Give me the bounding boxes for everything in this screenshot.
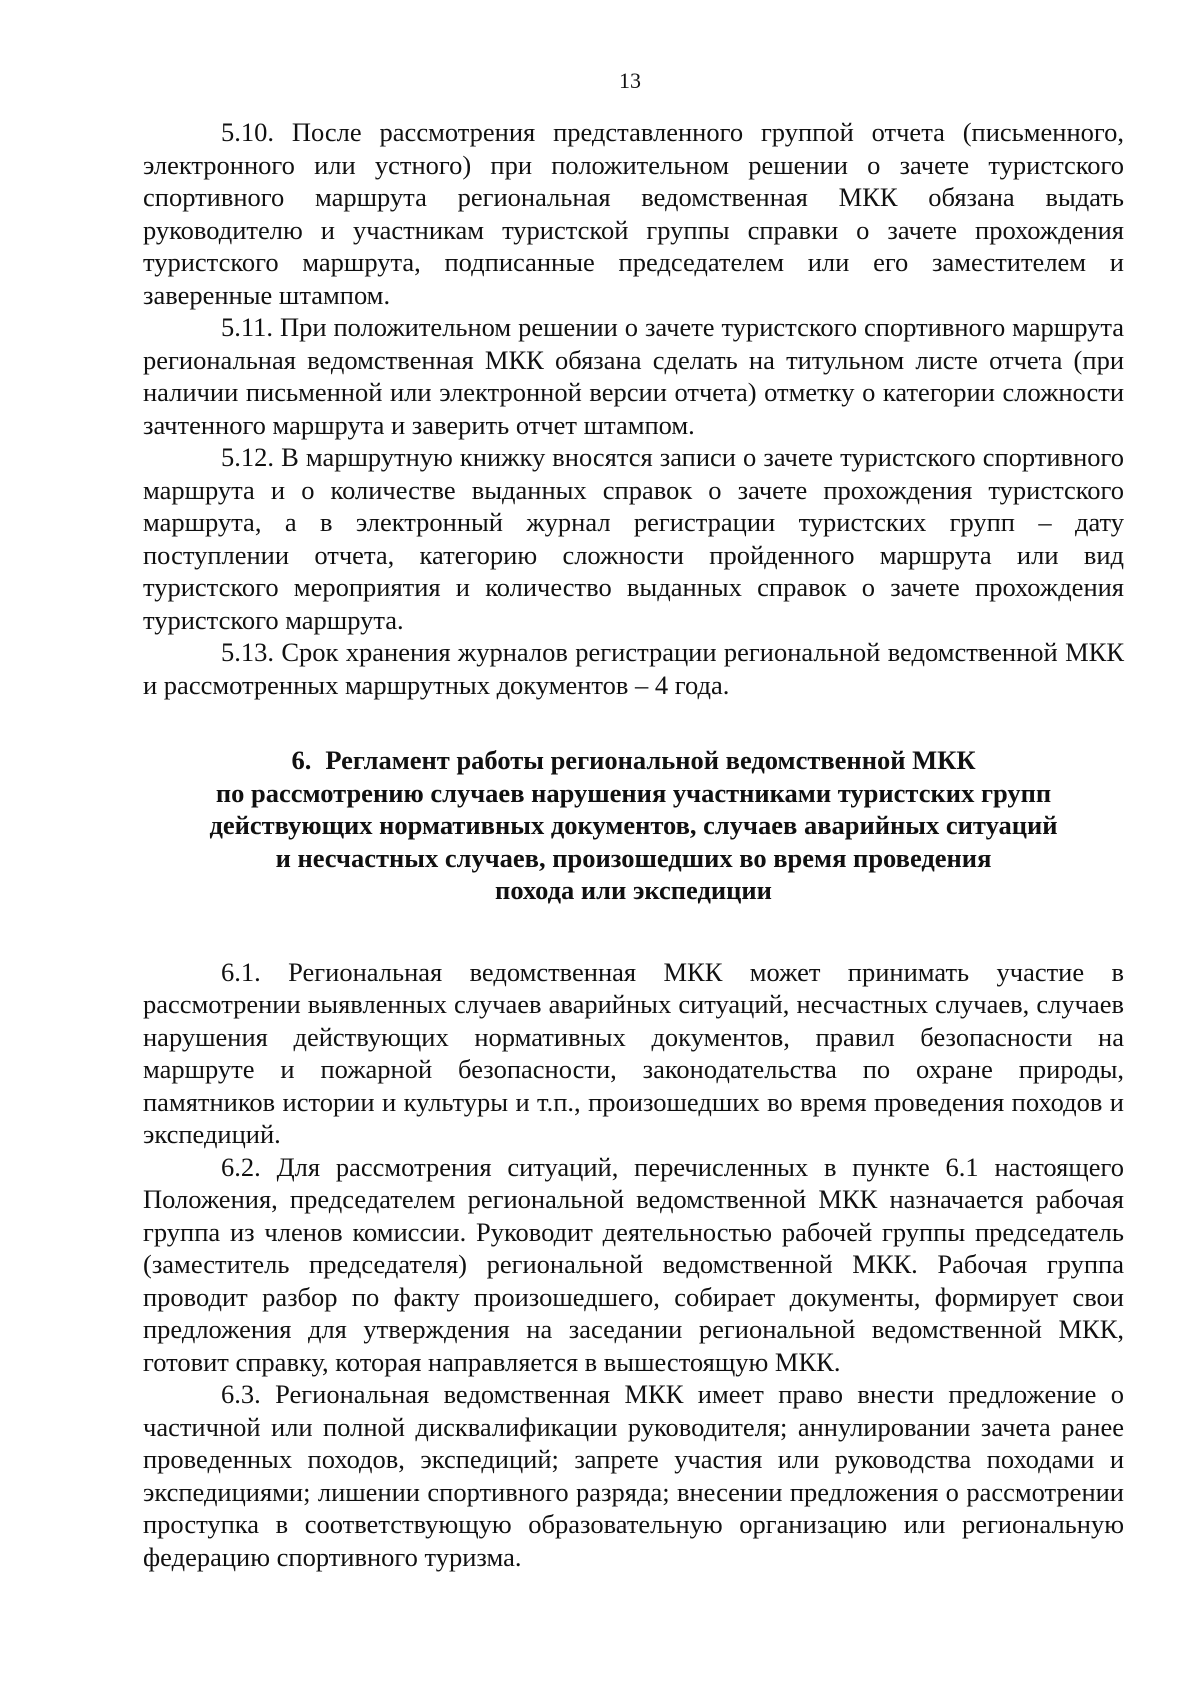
paragraph-text: Для рассмотрения ситуаций, перечисленных в пункте 6.1 настоящего Положения, председателем региональной ведомственной МКК назначается рабочая группа из членов комиссии. Руководит деятельностью рабочей группы председатель (заместитель председателя) региональной ведомственной МКК. Рабочая группа проводит разбор по факту произошедшего, собирает документы, формирует свои предложения для утверждения на заседании региональной ведомственной МКК, готовит справку, которая направляется в вышестоящую МКК. — [143, 1151, 1124, 1377]
paragraph-number: 6.3. — [221, 1379, 261, 1409]
section-5 — [143, 116, 1124, 701]
paragraph-5-10 — [143, 116, 1124, 311]
page-number: 13 — [619, 68, 641, 93]
paragraph-6-2 — [143, 1151, 1124, 1379]
heading-line: по рассмотрению случаев нарушения участниками туристских групп — [215, 777, 1052, 808]
paragraph-5-12 — [143, 441, 1124, 636]
paragraph-number: 6.2. — [221, 1151, 261, 1182]
paragraph-6-1 — [143, 956, 1124, 1151]
heading-line-text: Регламент работы региональной ведомственной МКК — [325, 745, 976, 775]
paragraph-text: Региональная ведомственная МКК имеет право внести предложение о частичной или полной дисквалификации руководителя; аннулировании зачета ранее проведенных походов, экспедиций; запрете участия или руководства походами и экспедициями; лишении спортивного разряда; внесении предложения о рассмотрении проступка в соответствующую образовательную организацию или региональную федерацию спортивного туризма. — [143, 1379, 1124, 1572]
paragraph-number: 6.1. — [221, 956, 261, 987]
section-6 — [143, 956, 1124, 1574]
heading-line — [143, 744, 1124, 777]
paragraph-number: 5.10. — [221, 117, 274, 147]
heading-line: действующих нормативных документов, случаев аварийных ситуаций — [209, 810, 1058, 840]
heading-line: похода или экспедиции — [495, 875, 772, 905]
paragraph-number: 5.13. — [221, 637, 274, 667]
paragraph-number: 5.12. — [221, 442, 274, 472]
paragraph-number: 5.11. — [221, 312, 274, 342]
paragraph-text: В маршрутную книжку вносятся записи о зачете туристского спортивного маршрута и о количестве выданных справок о зачете прохождения туристского маршрута, а в электронный журнал регистрации туристских групп – дату поступлении отчета, категорию сложности пройденного маршрута или вид туристского мероприятия и количество выданных справок о зачете прохождения туристского маршрута. — [143, 442, 1125, 635]
section-6-heading — [143, 744, 1124, 907]
paragraph-5-13 — [143, 636, 1124, 701]
paragraph-5-11 — [143, 311, 1124, 441]
section-number: 6. — [291, 745, 312, 775]
paragraph-text: Срок хранения журналов регистрации региональной ведомственной МКК и рассмотренных маршрутных документов – 4 года. — [143, 637, 1125, 700]
paragraph-6-3 — [143, 1378, 1124, 1573]
document-content — [143, 116, 1124, 1573]
paragraph-text: При положительном решении о зачете туристского спортивного маршрута региональная ведомственная МКК обязана сделать на титульном листе отчета (при наличии письменной или электронной версии отчета) отметку о категории сложности зачтенного маршрута и заверить отчет штампом. — [143, 312, 1125, 440]
paragraph-text: После рассмотрения представленного группой отчета (письменного, электронного или устного) при положительном решении о зачете туристского спортивного маршрута региональная ведомственная МКК обязана выдать руководителю и участникам туристской группы справки о зачете прохождения туристского маршрута, подписанные председателем или его заместителем и заверенные штампом. — [143, 117, 1125, 310]
heading-line: и несчастных случаев, произошедших во время проведения — [275, 842, 992, 873]
paragraph-text: Региональная ведомственная МКК может принимать участие в рассмотрении выявленных случаев аварийных ситуаций, несчастных случаев, случаев нарушения действующих нормативных документов, правил безопасности на маршруте и пожарной безопасности, законодательства по охране природы, памятников истории и культуры и т.п., произошедших во время проведения походов и экспедиций. — [143, 956, 1124, 1149]
